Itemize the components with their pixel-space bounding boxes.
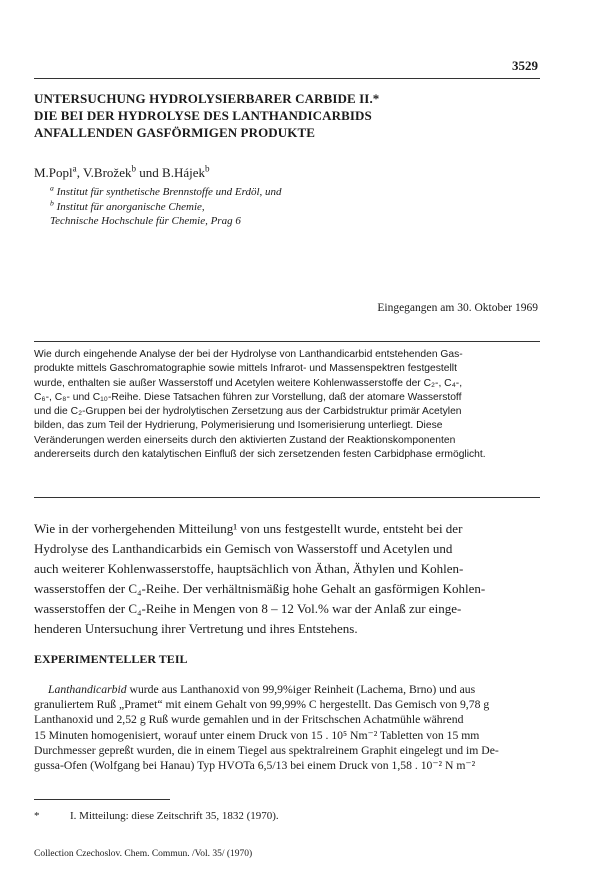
abstract-line: wurde, enthalten sie außer Wasserstoff und Acetylen weitere Kohlenwasserstoffe der C₂-, C₄-, xyxy=(34,377,463,389)
experimental-paragraph xyxy=(34,682,540,773)
experimental-line: Durchmesser gepreßt wurden, die in einem Tiegel aus spektralreinem Graphit eingelegt und im De- xyxy=(34,743,499,757)
experimental-line: Lanthandicarbid wurde aus Lanthanoxid von 99,9%iger Reinheit (Lachema, Brno) und aus xyxy=(48,683,476,696)
intro-line: Wie in der vorhergehenden Mitteilung¹ von uns festgestellt wurde, entsteht bei der xyxy=(34,521,463,536)
experimental-line: Lanthanoxid und 2,52 g Ruß wurde gemahlen und in der Fritschschen Achatmühle während xyxy=(34,713,464,727)
intro-line: henderen Untersuchung ihrer Vertretung und ihres Entstehens. xyxy=(34,621,358,636)
abstract-line: und die C₂-Gruppen bei der hydrolytischen Zersetzung aus der Carbidstruktur primär Acetylen xyxy=(34,406,462,418)
authors: M.Popl$^a$, V.Brožek$^b$ und B.Hájek$^b$ xyxy=(34,163,210,180)
experimental-line: granuliertem Ruß „Pramet“ mit einem Gehalt von 99,99% C hergestellt. Das Gemisch von 9,78 g xyxy=(34,698,490,712)
title-line: DIE BEI DER HYDROLYSE DES LANTHANDICARBIDS xyxy=(34,108,372,123)
experimental-line: gussa-Ofen (Wolfgang bei Hanau) Typ HVOTa 6,5/13 bei einem Druck von 1,58 . 10⁻² N m⁻² xyxy=(34,759,476,773)
affiliation-line: $^a$ Institut für synthetische Brennstoffe und Erdöl, und xyxy=(50,183,282,198)
affiliation-line: $^b$ Institut für anorganische Chemie, xyxy=(50,197,205,213)
experimental-line: 15 Minuten homogenisiert, worauf unter einem Druck von 15 . 10⁵ Nm⁻² Tabletten von 15 mm xyxy=(34,728,480,742)
title-line: ANFALLENDEN GASFÖRMIGEN PRODUKTE xyxy=(34,125,316,140)
footnote-text: I. Mitteilung: diese Zeitschrift 35, 1832 (1970). xyxy=(70,810,279,822)
page-number: 3529 xyxy=(512,58,538,73)
abstract-bottom-rule xyxy=(34,497,540,498)
footnote-mark: * xyxy=(34,810,40,822)
abstract-line: Veränderungen werden einerseits durch den aktivierten Zustand der Reaktionskomponenten xyxy=(34,434,456,446)
title-line: UNTERSUCHUNG HYDROLYSIERBARER CARBIDE II.* xyxy=(34,91,380,106)
footnote xyxy=(34,810,279,822)
section-heading: EXPERIMENTELLER TEIL xyxy=(34,652,188,666)
intro-line: Hydrolyse des Lanthandicarbids ein Gemisch von Wasserstoff und Acetylen und xyxy=(34,541,453,556)
intro-line: wasserstoffen der C₄-Reihe. Der verhältnismäßig hohe Gehalt an gasförmigen Kohlen- xyxy=(34,581,486,596)
abstract-line: produkte mittels Gaschromatographie sowie mittels Infrarot- und Massenspektren festgestellt xyxy=(34,363,457,375)
abstract-line: bilden, das zum Teil der Hydrierung, Polymerisierung und Isomerisierung unterliegt. Diese xyxy=(34,420,443,432)
intro-line: wasserstoffen der C₄-Reihe in Mengen von 8 – 12 Vol.% war der Anlaß zur einge- xyxy=(34,601,462,616)
intro-paragraph xyxy=(34,519,540,639)
received-date: Eingegangen am 30. Oktober 1969 xyxy=(377,302,538,314)
intro-line: auch weiterer Kohlenwasserstoffe, hauptsächlich von Äthan, Äthylen und Kohlen- xyxy=(34,561,464,576)
abstract-line: C₆-, C₈- und C₁₀-Reihe. Diese Tatsachen führen zur Vorstellung, daß der atomare Wasserstoff xyxy=(34,391,462,403)
footnote-rule xyxy=(34,799,170,800)
abstract-line: andererseits durch den katalytischen Einfluß der sich zersetzenden festen Carbidphase ermöglicht. xyxy=(34,449,486,461)
journal-footer: Collection Czechoslov. Chem. Commun. /Vol. 35/ (1970) xyxy=(34,849,253,859)
header-rule xyxy=(34,78,540,79)
abstract xyxy=(34,348,540,496)
abstract-top-rule xyxy=(34,341,540,342)
affiliations xyxy=(50,185,282,229)
paper-title xyxy=(34,90,554,141)
affiliation-line: Technische Hochschule für Chemie, Prag 6 xyxy=(50,215,241,227)
abstract-line: Wie durch eingehende Analyse der bei der Hydrolyse von Lanthandicarbid entstehenden Gas- xyxy=(34,349,463,360)
